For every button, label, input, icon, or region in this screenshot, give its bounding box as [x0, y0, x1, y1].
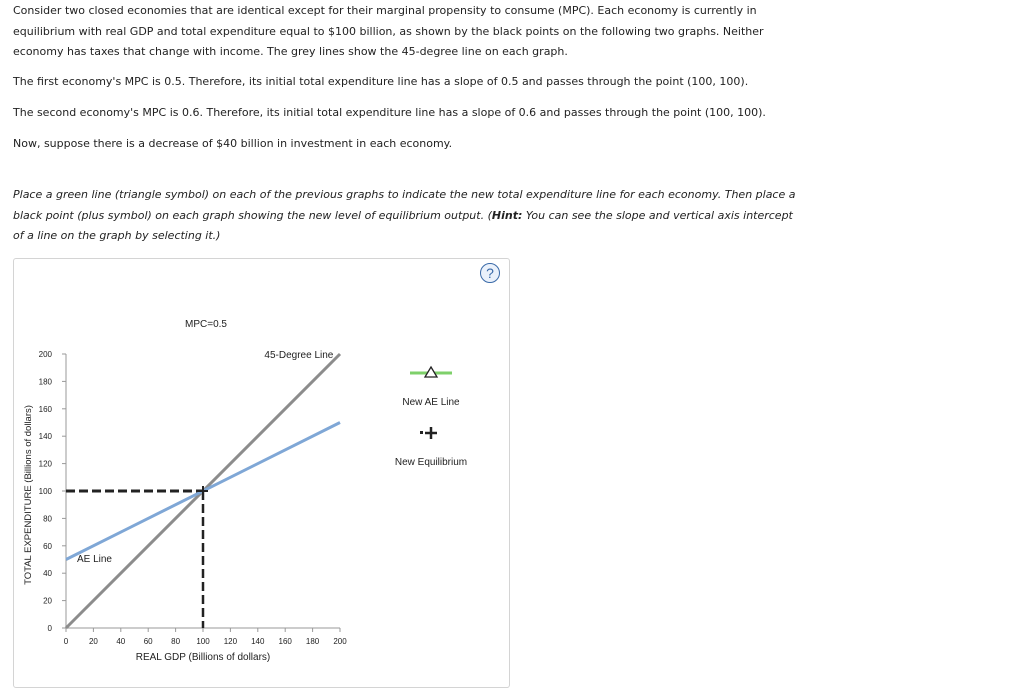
instructions-part1: Place a green line (triangle symbol) on each of the previous graphs to indicate the new total expenditure line for each economy. Then place a black point (plus symbol) on each graph showing the new level of equilibrium output. (	[13, 188, 796, 222]
deg45-line-label: 45-Degree Line	[264, 350, 334, 361]
investment-change-paragraph: Now, suppose there is a decrease of $40 billion in investment in each economy.	[13, 137, 453, 150]
x-tick-label: 120	[223, 637, 238, 646]
series-labels	[77, 350, 334, 565]
x-tick-label: 0	[63, 637, 69, 646]
second-economy-paragraph: The second economy's MPC is 0.6. Therefore, its initial total expenditure line has a slope of 0.6 and passes through the point (100, 100).	[13, 106, 766, 119]
y-tick-label: 0	[47, 624, 52, 633]
new-equilibrium-tool[interactable]	[420, 427, 437, 439]
x-tick-label: 140	[251, 637, 265, 646]
x-tick-label: 40	[116, 637, 126, 646]
y-tick-label: 180	[38, 377, 52, 387]
help-icon[interactable]: ?	[480, 263, 500, 283]
y-tick-label: 200	[38, 350, 52, 359]
x-tick-label: 200	[333, 637, 347, 646]
intro-paragraph: Consider two closed economies that are identical except for their marginal propensity to consume (MPC). Each economy is currently in equilibrium with real GDP and total expenditure equal to $100 billion, as shown by the black points on the following two graphs. Neither economy has taxes that change with income. The grey lines show the 45-degree line on each graph.	[13, 4, 764, 58]
y-tick-label: 40	[43, 569, 52, 579]
x-tick-label: 100	[196, 637, 210, 646]
instructions-part2: You can see the slope and vertical axis intercept of a line on the graph by selecting it.)	[13, 208, 793, 242]
y-tick-label: 140	[38, 432, 52, 442]
y-tick-label: 20	[43, 596, 52, 606]
x-tick-label: 180	[305, 637, 320, 646]
new-equilibrium-label: New Equilibrium	[394, 457, 468, 468]
y-tick-label: 120	[38, 459, 52, 469]
x-tick-label: 20	[88, 637, 98, 646]
y-tick-label: 160	[38, 404, 52, 414]
y-tick-label: 60	[43, 541, 52, 551]
plus-icon-dot	[420, 431, 423, 434]
x-tick-label: 160	[278, 637, 292, 646]
x-axis-label: REAL GDP (Billions of dollars)	[135, 652, 271, 663]
x-tick-label: 80	[171, 637, 181, 646]
new-ae-line-tool[interactable]	[410, 367, 452, 377]
hint-label: Hint:	[491, 208, 523, 222]
chart-title: MPC=0.5	[185, 319, 227, 330]
first-economy-paragraph: The first economy's MPC is 0.5. Therefore, its initial total expenditure line has a slope of 0.5 and passes through the point (100, 100).	[13, 75, 749, 88]
new-ae-line-label: New AE Line	[402, 397, 460, 408]
x-tick-label: 60	[143, 637, 153, 646]
y-tick-label: 80	[43, 514, 52, 524]
y-tick-label: 100	[38, 487, 52, 496]
y-axis-label: TOTAL EXPENDITURE (Billions of dollars)	[23, 405, 34, 585]
ae-line-label: AE Line	[76, 554, 112, 566]
